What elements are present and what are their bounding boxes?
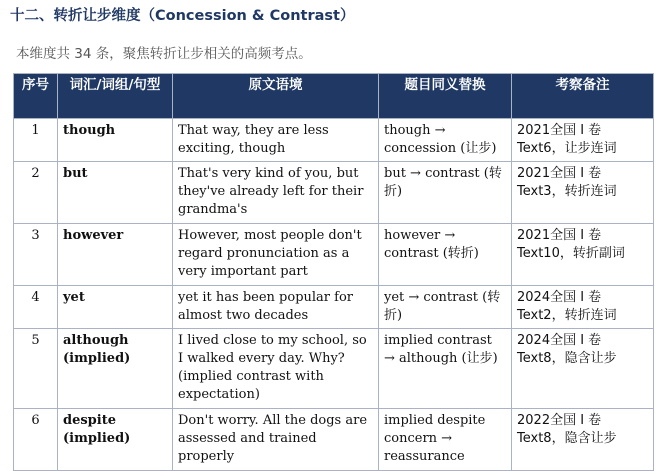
row-term: but [58, 162, 173, 224]
row-paraphrase: though → concession (让步) [379, 119, 512, 162]
row-note: 2022全国 I 卷 Text8，隐含让步 [512, 409, 654, 471]
header-number: 序号 [14, 74, 58, 119]
table-row [14, 329, 654, 409]
row-context: That way, they are less exciting, though [173, 119, 379, 162]
section-heading: 十二、转折让步维度（Concession & Contrast） [10, 8, 355, 24]
row-context: I lived close to my school, so I walked every day. Why? (implied contrast with expectation) [173, 329, 379, 409]
row-context: However, most people don't regard pronunciation as a very important part [173, 224, 379, 286]
table-row [14, 119, 654, 162]
row-paraphrase: yet → contrast (转折) [379, 286, 512, 329]
table-row [14, 162, 654, 224]
row-paraphrase: but → contrast (转折) [379, 162, 512, 224]
row-number: 4 [14, 286, 58, 329]
row-term: yet [58, 286, 173, 329]
row-number: 2 [14, 162, 58, 224]
row-number: 3 [14, 224, 58, 286]
header-term: 词汇/词组/句型 [58, 74, 173, 119]
row-term: though [58, 119, 173, 162]
row-term: although (implied) [58, 329, 173, 409]
row-note: 2024全国 I 卷 Text8，隐含让步 [512, 329, 654, 409]
row-note: 2021全国 I 卷 Text3，转折连词 [512, 162, 654, 224]
row-paraphrase: implied despite concern → reassurance [379, 409, 512, 471]
row-context: That's very kind of you, but they've already left for their grandma's [173, 162, 379, 224]
table-row [14, 409, 654, 471]
table-row [14, 224, 654, 286]
row-note: 2024全国 I 卷 Text2，转折连词 [512, 286, 654, 329]
header-context: 原文语境 [173, 74, 379, 119]
row-number: 5 [14, 329, 58, 409]
header-note: 考察备注 [512, 74, 654, 119]
table-row [14, 286, 654, 329]
row-number: 6 [14, 409, 58, 471]
concession-table [13, 73, 654, 471]
row-note: 2021全国 I 卷 Text10，转折副词 [512, 224, 654, 286]
row-context: yet it has been popular for almost two decades [173, 286, 379, 329]
header-paraphrase: 题目同义替换 [379, 74, 512, 119]
row-term: despite (implied) [58, 409, 173, 471]
row-term: however [58, 224, 173, 286]
row-note: 2021全国 I 卷 Text6，让步连词 [512, 119, 654, 162]
section-intro: 本维度共 34 条，聚焦转折让步相关的高频考点。 [16, 46, 312, 62]
table-header-row [14, 74, 654, 119]
row-context: Don't worry. All the dogs are assessed and trained properly [173, 409, 379, 471]
row-paraphrase: however → contrast (转折) [379, 224, 512, 286]
row-number: 1 [14, 119, 58, 162]
row-paraphrase: implied contrast → although (让步) [379, 329, 512, 409]
